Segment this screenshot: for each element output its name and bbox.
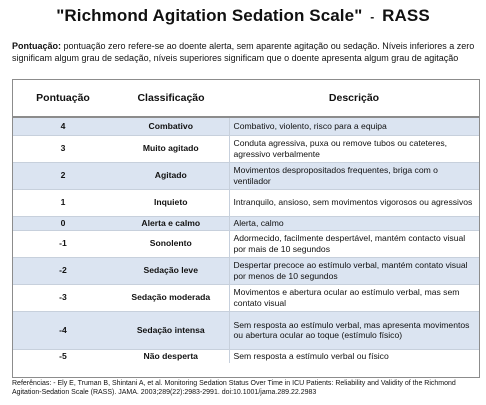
- references-text: Referências: - Ely E, Truman B, Shintani A, et al. Monitoring Sedation Status Over Time in ICU Patients: Reliability and Validity of the Richmond Agitation-Sedation Scale (RASS). JAMA. 2003;289(22):2983-2991. doi:10.1001/jama.289.22.2983: [12, 380, 456, 396]
- intro-label: Pontuação:: [12, 41, 62, 51]
- intro-text: pontuação zero refere-se ao doente alerta, sem aparente agitação ou sedação. Níveis inferiores a zero significam algum grau de sedação, níveis superiores significam que o doente apresenta algum grau de agitação: [12, 41, 475, 63]
- row-classification: Sonolento: [113, 230, 229, 257]
- row-description: Conduta agressiva, puxa ou remove tubos ou cateteres, agressivo verbalmente: [229, 135, 479, 162]
- intro-paragraph: [12, 40, 482, 64]
- row-description: Sem resposta a estímulo verbal ou físico: [229, 349, 479, 363]
- row-score: -3: [13, 284, 113, 311]
- title-text: "Richmond Agitation Sedation Scale": [56, 6, 363, 25]
- row-classification: Sedação intensa: [113, 311, 229, 349]
- table-row: [13, 216, 479, 230]
- table-row: [13, 257, 479, 284]
- row-description: Combativo, violento, risco para a equipa: [229, 117, 479, 135]
- row-description: Movimentos e abertura ocular ao estímulo verbal, mas sem contato visual: [229, 284, 479, 311]
- rass-table-container: [12, 79, 480, 378]
- table-row: [13, 162, 479, 189]
- row-score: 1: [13, 189, 113, 216]
- row-classification: Sedação leve: [113, 257, 229, 284]
- row-classification: Combativo: [113, 117, 229, 135]
- title-dash: -: [370, 10, 375, 24]
- table-row: [13, 117, 479, 135]
- row-score: 4: [13, 117, 113, 135]
- row-classification: Sedação moderada: [113, 284, 229, 311]
- row-score: 3: [13, 135, 113, 162]
- table-row: [13, 311, 479, 349]
- row-description: Movimentos despropositados frequentes, briga com o ventilador: [229, 162, 479, 189]
- row-classification: Alerta e calmo: [113, 216, 229, 230]
- page-title: [0, 6, 486, 26]
- table-header-row: [13, 80, 479, 117]
- row-score: -2: [13, 257, 113, 284]
- rass-table: [13, 80, 479, 363]
- row-score: -1: [13, 230, 113, 257]
- row-score: 0: [13, 216, 113, 230]
- table-row: [13, 349, 479, 363]
- header-classification: Classificação: [113, 80, 229, 117]
- table-row: [13, 135, 479, 162]
- row-description: Adormecido, facilmente despertável, mantém contacto visual por mais de 10 segundos: [229, 230, 479, 257]
- row-classification: Não desperta: [113, 349, 229, 363]
- title-acronym: RASS: [382, 6, 430, 25]
- row-classification: Inquieto: [113, 189, 229, 216]
- table-row: [13, 284, 479, 311]
- row-classification: Muito agitado: [113, 135, 229, 162]
- row-description: Sem resposta ao estímulo verbal, mas apresenta movimentos ou abertura ocular ao toque (estímulo físico): [229, 311, 479, 349]
- row-description: Intranquilo, ansioso, sem movimentos vigorosos ou agressivos: [229, 189, 479, 216]
- table-row: [13, 189, 479, 216]
- table-row: [13, 230, 479, 257]
- row-score: -5: [13, 349, 113, 363]
- row-score: 2: [13, 162, 113, 189]
- header-score: Pontuação: [13, 80, 113, 117]
- header-description: Descrição: [229, 80, 479, 117]
- row-description: Despertar precoce ao estímulo verbal, mantém contato visual por menos de 10 segundos: [229, 257, 479, 284]
- row-score: -4: [13, 311, 113, 349]
- row-classification: Agitado: [113, 162, 229, 189]
- row-description: Alerta, calmo: [229, 216, 479, 230]
